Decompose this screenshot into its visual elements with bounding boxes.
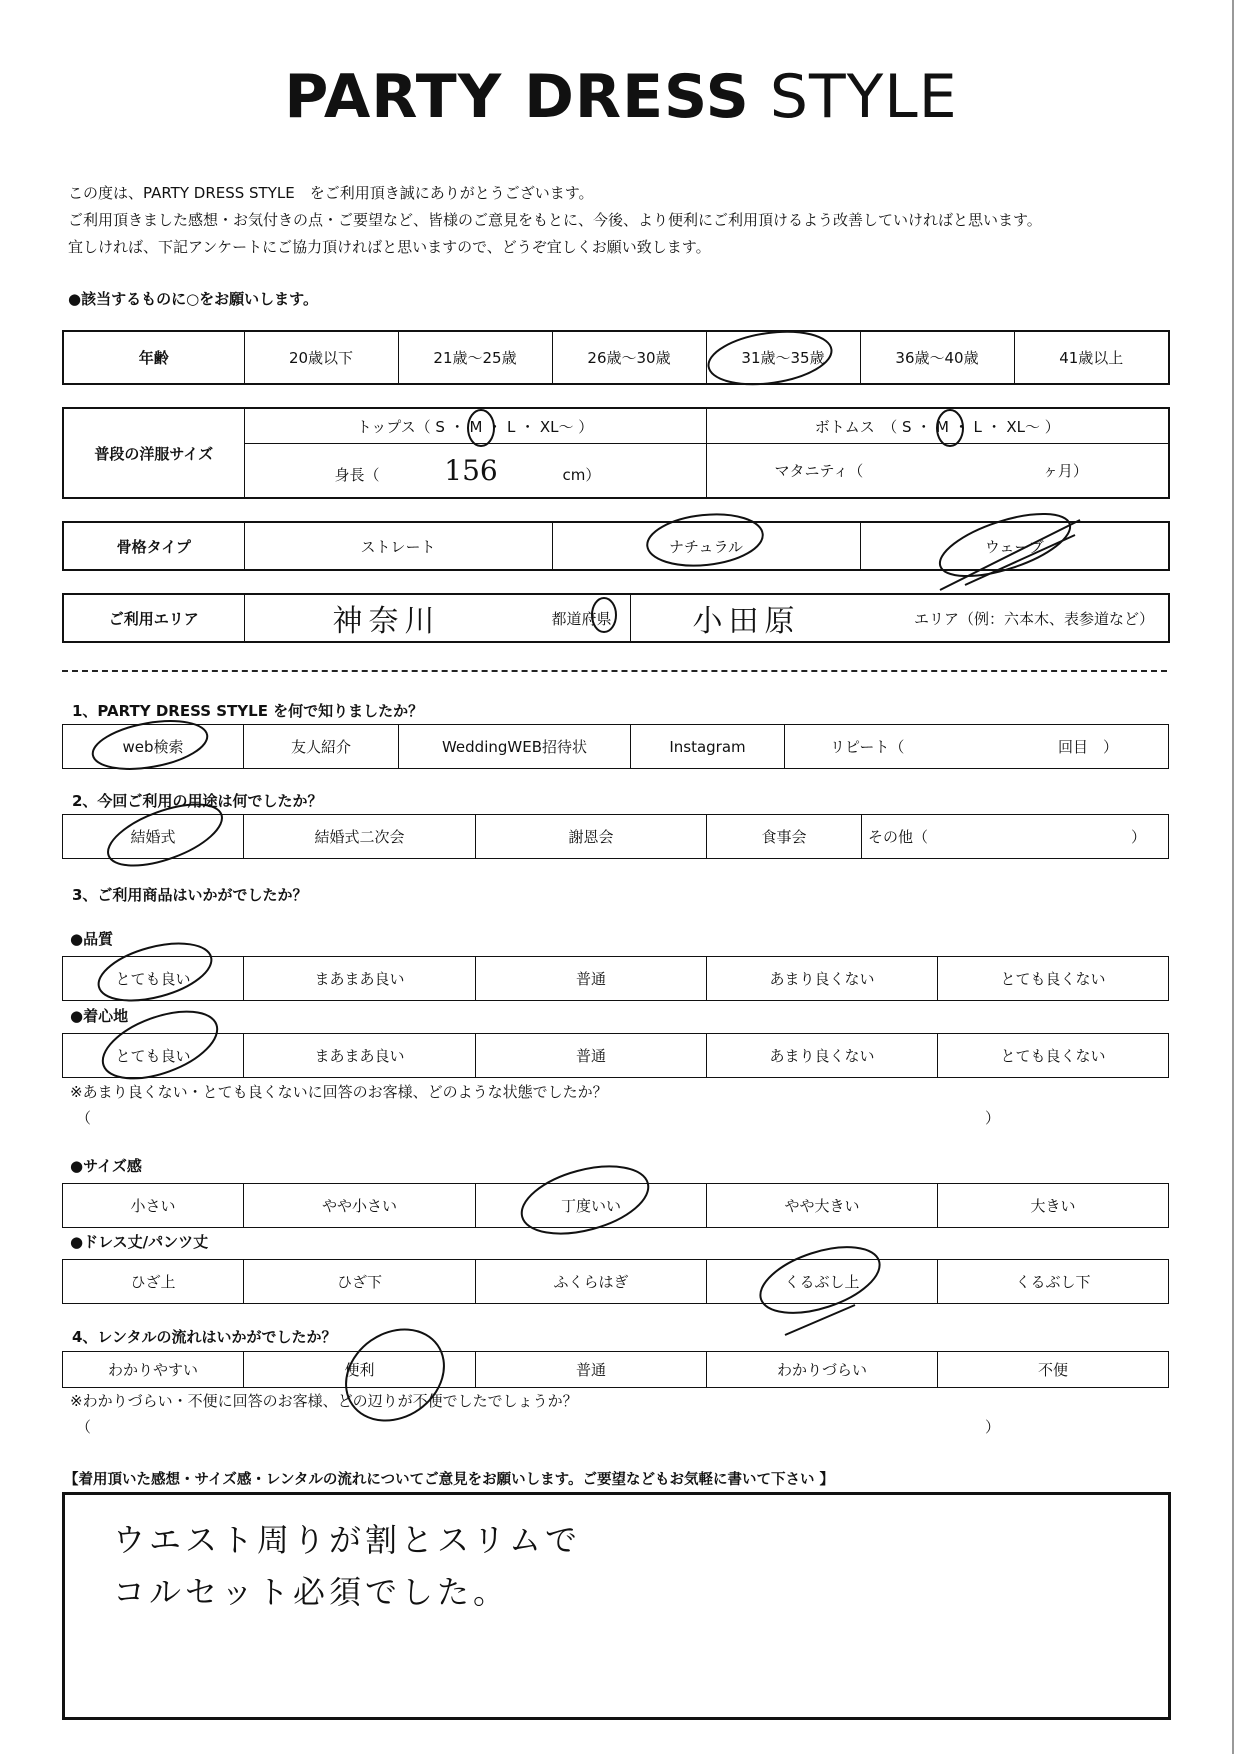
- comments-title: 【着用頂いた感想・サイズ感・レンタルの流れについてご意見をお願いします。ご要望などもお気軽に書いて下さい 】: [64, 1472, 834, 1488]
- q4-note: ※わかりづらい・不便に回答のお客様、どの辺りが不便でしたでしょうか？: [70, 1392, 578, 1410]
- q2-table: [62, 814, 1169, 859]
- fit-option[interactable]: 大きい: [938, 1184, 1169, 1228]
- q2-option-selected[interactable]: 結婚式: [63, 815, 244, 859]
- q2-other-suffix: ）: [1130, 828, 1146, 846]
- size-table: [62, 407, 1170, 499]
- q1-option[interactable]: 友人紹介: [244, 725, 399, 769]
- area-field[interactable]: [630, 594, 1169, 642]
- prefecture-field[interactable]: [244, 594, 630, 642]
- quality-option-selected[interactable]: とても良い: [63, 957, 244, 1001]
- age-option[interactable]: 20歳以下: [244, 331, 398, 384]
- q2-option[interactable]: 食事会: [707, 815, 862, 859]
- age-label: 年齢: [63, 331, 244, 384]
- comment-line: コルセット必須でした。: [113, 1573, 510, 1611]
- q2-other-prefix: その他（: [868, 828, 929, 846]
- quality-label: ●品質: [70, 930, 114, 948]
- fit-option[interactable]: 小さい: [63, 1184, 244, 1228]
- comfort-answer-close: ）: [985, 1109, 1001, 1127]
- body-type-option-selected[interactable]: ウェーブ: [860, 522, 1169, 570]
- fit-label: ●サイズ感: [70, 1157, 142, 1175]
- area-label: ご利用エリア: [63, 594, 244, 642]
- length-option[interactable]: ひざ下: [244, 1260, 476, 1304]
- comfort-note: ※あまり良くない・とても良くないに回答のお客様、どのような状態でしたか？: [70, 1083, 608, 1101]
- body-type-table: [62, 521, 1170, 571]
- intro-line: 宜しければ、下記アンケートにご協力頂ければと思いますので、どうぞ宜しくお願い致します。: [68, 238, 711, 256]
- q4-option[interactable]: 不便: [938, 1352, 1169, 1388]
- intro-line: この度は、PARTY DRESS STYLE をご利用頂き誠にありがとうございます。: [68, 184, 594, 202]
- fit-option[interactable]: やや小さい: [244, 1184, 476, 1228]
- q4-answer-close: ）: [985, 1418, 1001, 1436]
- prefecture-value: 神奈川: [332, 604, 441, 639]
- comfort-answer-open: （: [76, 1109, 92, 1127]
- area-hint: エリア（例：六本木、表参道など）: [913, 610, 1154, 628]
- divider: [62, 670, 1167, 672]
- length-option-selected[interactable]: くるぶし上: [707, 1260, 938, 1304]
- fit-option-selected[interactable]: 丁度いい: [476, 1184, 707, 1228]
- instruction: ●該当するものに○をお願いします。: [68, 290, 318, 308]
- q1-title: 1、PARTY DRESS STYLE を何で知りましたか？: [72, 702, 424, 720]
- height-value: 156: [444, 454, 498, 487]
- body-type-option-selected[interactable]: ナチュラル: [552, 522, 860, 570]
- page-edge: [1232, 0, 1234, 1754]
- length-option[interactable]: ひざ上: [63, 1260, 244, 1304]
- brand-title-light: STYLE: [769, 62, 958, 132]
- comfort-option[interactable]: 普通: [476, 1034, 707, 1078]
- quality-option[interactable]: あまり良くない: [707, 957, 938, 1001]
- q1-option[interactable]: Instagram: [631, 725, 785, 769]
- age-option[interactable]: 41歳以上: [1014, 331, 1169, 384]
- length-option[interactable]: くるぶし下: [938, 1260, 1169, 1304]
- length-table: [62, 1259, 1169, 1304]
- q2-option[interactable]: 謝恩会: [476, 815, 707, 859]
- bottoms-size[interactable]: ボトムス （ S ・ M ・ L ・ XL〜 ）: [706, 408, 1169, 444]
- age-option-selected[interactable]: 31歳〜35歳: [706, 331, 860, 384]
- quality-option[interactable]: とても良くない: [938, 957, 1169, 1001]
- height-prefix: 身長（: [334, 466, 380, 484]
- comfort-option[interactable]: とても良くない: [938, 1034, 1169, 1078]
- length-label: ●ドレス丈/パンツ丈: [70, 1233, 209, 1251]
- q4-option-selected[interactable]: 便利: [244, 1352, 476, 1388]
- maternity-suffix: ヶ月）: [1042, 462, 1088, 480]
- q1-option[interactable]: WeddingWEB招待状: [399, 725, 631, 769]
- quality-option[interactable]: 普通: [476, 957, 707, 1001]
- maternity-prefix: マタニティ（: [774, 462, 864, 480]
- q1-repeat-prefix: リピート（: [830, 738, 905, 756]
- body-type-option[interactable]: ストレート: [244, 522, 552, 570]
- prefecture-suffix: 都道府県: [551, 610, 612, 628]
- comfort-table: [62, 1033, 1169, 1078]
- fit-table: [62, 1183, 1169, 1228]
- body-type-label: 骨格タイプ: [63, 522, 244, 570]
- fit-option[interactable]: やや大きい: [707, 1184, 938, 1228]
- maternity-field[interactable]: [706, 444, 1169, 498]
- q4-option[interactable]: わかりやすい: [63, 1352, 244, 1388]
- age-table: [62, 330, 1170, 385]
- q2-title: 2、今回ご利用の用途は何でしたか？: [72, 792, 323, 810]
- comfort-label: ●着心地: [70, 1007, 129, 1025]
- q4-option[interactable]: わかりづらい: [707, 1352, 938, 1388]
- area-table: [62, 593, 1170, 643]
- tops-size[interactable]: トップス（ S ・ M ・ L ・ XL〜 ）: [244, 408, 706, 444]
- area-value: 小田原: [692, 604, 801, 639]
- q1-table: [62, 724, 1169, 769]
- comfort-option[interactable]: あまり良くない: [707, 1034, 938, 1078]
- q4-answer-open: （: [76, 1418, 92, 1436]
- q1-option-selected[interactable]: web検索: [63, 725, 244, 769]
- comfort-option-selected[interactable]: とても良い: [63, 1034, 244, 1078]
- height-field[interactable]: [244, 444, 706, 498]
- brand-title-bold: PARTY DRESS: [284, 62, 750, 132]
- age-option[interactable]: 21歳〜25歳: [398, 331, 552, 384]
- intro-text: [68, 180, 1042, 261]
- length-option[interactable]: ふくらはぎ: [476, 1260, 707, 1304]
- quality-table: [62, 956, 1169, 1001]
- q1-repeat-suffix: 回目 ）: [1057, 738, 1118, 756]
- age-option[interactable]: 36歳〜40歳: [860, 331, 1014, 384]
- q2-option[interactable]: 結婚式二次会: [244, 815, 476, 859]
- comments-box[interactable]: [62, 1492, 1171, 1720]
- q1-repeat[interactable]: [785, 725, 1169, 769]
- brand-title: [0, 62, 1242, 132]
- comfort-option[interactable]: まあまあ良い: [244, 1034, 476, 1078]
- q2-other[interactable]: [862, 815, 1169, 859]
- strike-mark: [785, 1305, 855, 1335]
- size-label: 普段の洋服サイズ: [63, 408, 244, 498]
- quality-option[interactable]: まあまあ良い: [244, 957, 476, 1001]
- height-suffix: cm）: [562, 466, 601, 484]
- q4-table: [62, 1351, 1169, 1388]
- q4-option[interactable]: 普通: [476, 1352, 707, 1388]
- comment-line: ウエスト周りが割とスリムで: [113, 1521, 582, 1559]
- intro-line: ご利用頂きました感想・お気付きの点・ご要望など、皆様のご意見をもとに、今後、より便利にご利用頂けるよう改善していければと思います。: [68, 211, 1042, 229]
- q4-title: 4、レンタルの流れはいかがでしたか？: [72, 1328, 337, 1346]
- age-option[interactable]: 26歳〜30歳: [552, 331, 706, 384]
- q3-title: 3、ご利用商品はいかがでしたか？: [72, 886, 308, 904]
